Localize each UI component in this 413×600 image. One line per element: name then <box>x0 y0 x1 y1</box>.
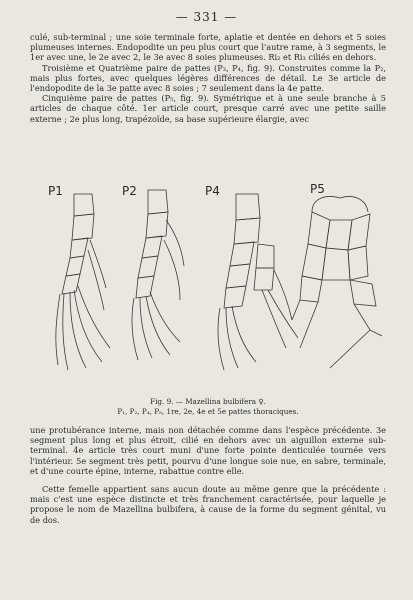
caption-title: Fig. 9. — Mazellina bulbifera ♀. <box>150 397 266 406</box>
label-p1: P1 <box>48 184 63 198</box>
label-p2: P2 <box>122 184 137 198</box>
leg-p5-drawing <box>292 197 382 368</box>
paragraph-2: Troisième et Quatrième paire de pattes (P₃, P₄, fig. 9). Construites comme la P₂, mais plus fortes, avec quelques légères différences de détail. Le 3e article de l'endopodite de la 3e patte avec 8 soies ; 7 seulement dans la 4e patte. <box>30 62 386 94</box>
paragraph-4: une protubérance interne, mais non détachée comme dans l'espèce précédente. 3e segment plus long et plus étroit, cilié en dehors avec un aiguillon externe sub-terminal. 4e article très court muni d'une forte pointe denticulée tournée vers l'intérieur. 5e segment très petit, pourvu d'une longue soie nue, en sabre, terminale, et d'une courte épine, interne, rabattue contre elle. <box>30 425 386 476</box>
figure-drawing <box>30 180 390 385</box>
caption-subtitle: P₁, P₂, P₄, P₅, 1re, 2e, 4e et 5e pattes thoraciques. <box>117 406 299 416</box>
paragraph-3: Cinquième paire de pattes (P₅, fig. 9). Symétrique et à une seule branche à 5 articles de chaque côté. 1er article court, presque carré avec une petite saille externe ; 2e plus long, trapézoïde, sa base supérieure élargie, avec <box>30 93 386 124</box>
label-p5: P5 <box>310 182 325 196</box>
figure-caption <box>30 397 386 416</box>
bottom-text <box>30 425 386 525</box>
paragraph-5: Cette femelle appartient sans aucun doute au même genre que la précédente : mais c'est une espèce distincte et très franchement caractérisée, pour laquelle je propose le nom de Mazellina bulbifera, à cause de la forme du segment génital, vu de dos. <box>30 484 386 525</box>
leg-p1-drawing <box>56 194 110 370</box>
paragraph-1: culé, sub-terminal ; une soie terminale forte, aplatie et dentée en dehors et 5 soies plumeuses internes. Endopodite un peu plus court que l'autre rame, à 3 segments, le 1er avec une, le 2e avec 2, le 3e avec 8 soies plumeuses. Ri₂ et Ri₃ ciliés en dehors. <box>30 32 386 63</box>
top-text <box>30 32 386 124</box>
page-number: — 331 — <box>175 10 238 24</box>
leg-p2-drawing <box>132 190 184 360</box>
leg-p4-drawing <box>218 194 298 370</box>
label-p4: P4 <box>205 184 220 198</box>
figure-9 <box>30 180 390 385</box>
